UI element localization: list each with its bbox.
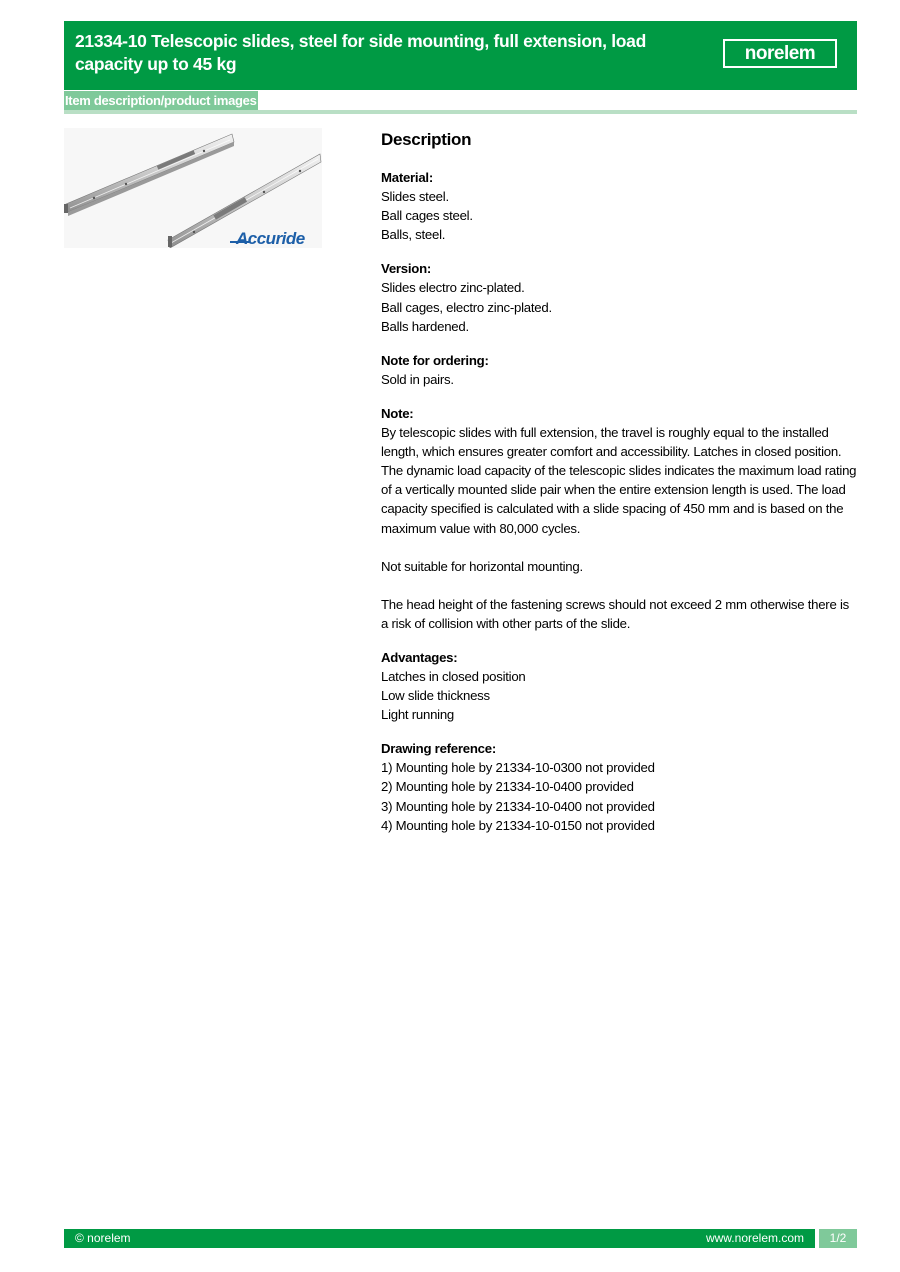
page-number: 1/2 — [819, 1229, 857, 1248]
logo-text: norelem — [744, 43, 816, 64]
material-block — [381, 168, 859, 244]
footer-copyright: © norelem — [75, 1231, 131, 1245]
version-block — [381, 259, 859, 335]
version-line: Balls hardened. — [381, 318, 469, 334]
product-image-telescopic-slides — [64, 128, 322, 248]
ordering-label: Note for ordering: — [381, 352, 489, 368]
footer-bar — [64, 1229, 815, 1248]
norelem-logo — [723, 39, 837, 68]
material-line: Ball cages steel. — [381, 208, 473, 224]
note-label: Note: — [381, 405, 414, 421]
drawing-reference-item: 3) Mounting hole by 21334-10-0400 not provided — [381, 798, 655, 814]
advantages-label: Advantages: — [381, 649, 458, 665]
version-line: Slides electro zinc-plated. — [381, 280, 525, 296]
note-paragraph: By telescopic slides with full extension, the travel is roughly equal to the installed length, which ensures greater comfort and accessibility. Latches in closed position. The dynamic load capacity of the telescopic slides indicates the maximum load rating of a vertically mounted slide pair when the entire extension length is used. The load capacity specified is calculated with a slide spacing of 450 mm and is based on the maximum value with 80,000 cycles. — [381, 425, 857, 536]
advantage-item: Light running — [381, 707, 455, 723]
drawing-reference-item: 2) Mounting hole by 21334-10-0400 provided — [381, 779, 634, 795]
footer-website-link[interactable]: www.norelem.com — [705, 1231, 804, 1245]
page-title: 21334-10 Telescopic slides, steel for side mounting, full extension, load capacity up to 45 kg — [75, 31, 647, 74]
advantages-block — [381, 648, 859, 724]
version-line: Ball cages, electro zinc-plated. — [381, 299, 552, 315]
section-divider — [64, 110, 857, 114]
note-paragraph: Not suitable for horizontal mounting. — [381, 558, 583, 574]
brand-text: Accuride — [236, 229, 305, 248]
note-paragraph: The head height of the fastening screws should not exceed 2 mm otherwise there is a risk of collision with other parts of the slide. — [381, 596, 849, 631]
description-panel — [381, 128, 859, 850]
ordering-block — [381, 351, 859, 389]
advantage-item: Low slide thickness — [381, 688, 490, 704]
version-label: Version: — [381, 261, 432, 277]
advantage-item: Latches in closed position — [381, 668, 526, 684]
material-line: Slides steel. — [381, 189, 449, 205]
section-tab-item-description: Item description/product images — [65, 93, 257, 108]
header-banner — [64, 21, 857, 90]
drawing-reference-block — [381, 739, 859, 834]
footer — [64, 1229, 857, 1248]
material-line: Balls, steel. — [381, 227, 446, 243]
description-heading: Description — [381, 130, 472, 149]
drawing-reference-label: Drawing reference: — [381, 741, 496, 757]
accuride-logo — [230, 229, 305, 248]
ordering-line: Sold in pairs. — [381, 371, 454, 387]
material-label: Material: — [381, 170, 433, 185]
note-block — [381, 404, 859, 633]
drawing-reference-item: 1) Mounting hole by 21334-10-0300 not provided — [381, 760, 655, 776]
drawing-reference-item: 4) Mounting hole by 21334-10-0150 not provided — [381, 817, 655, 833]
